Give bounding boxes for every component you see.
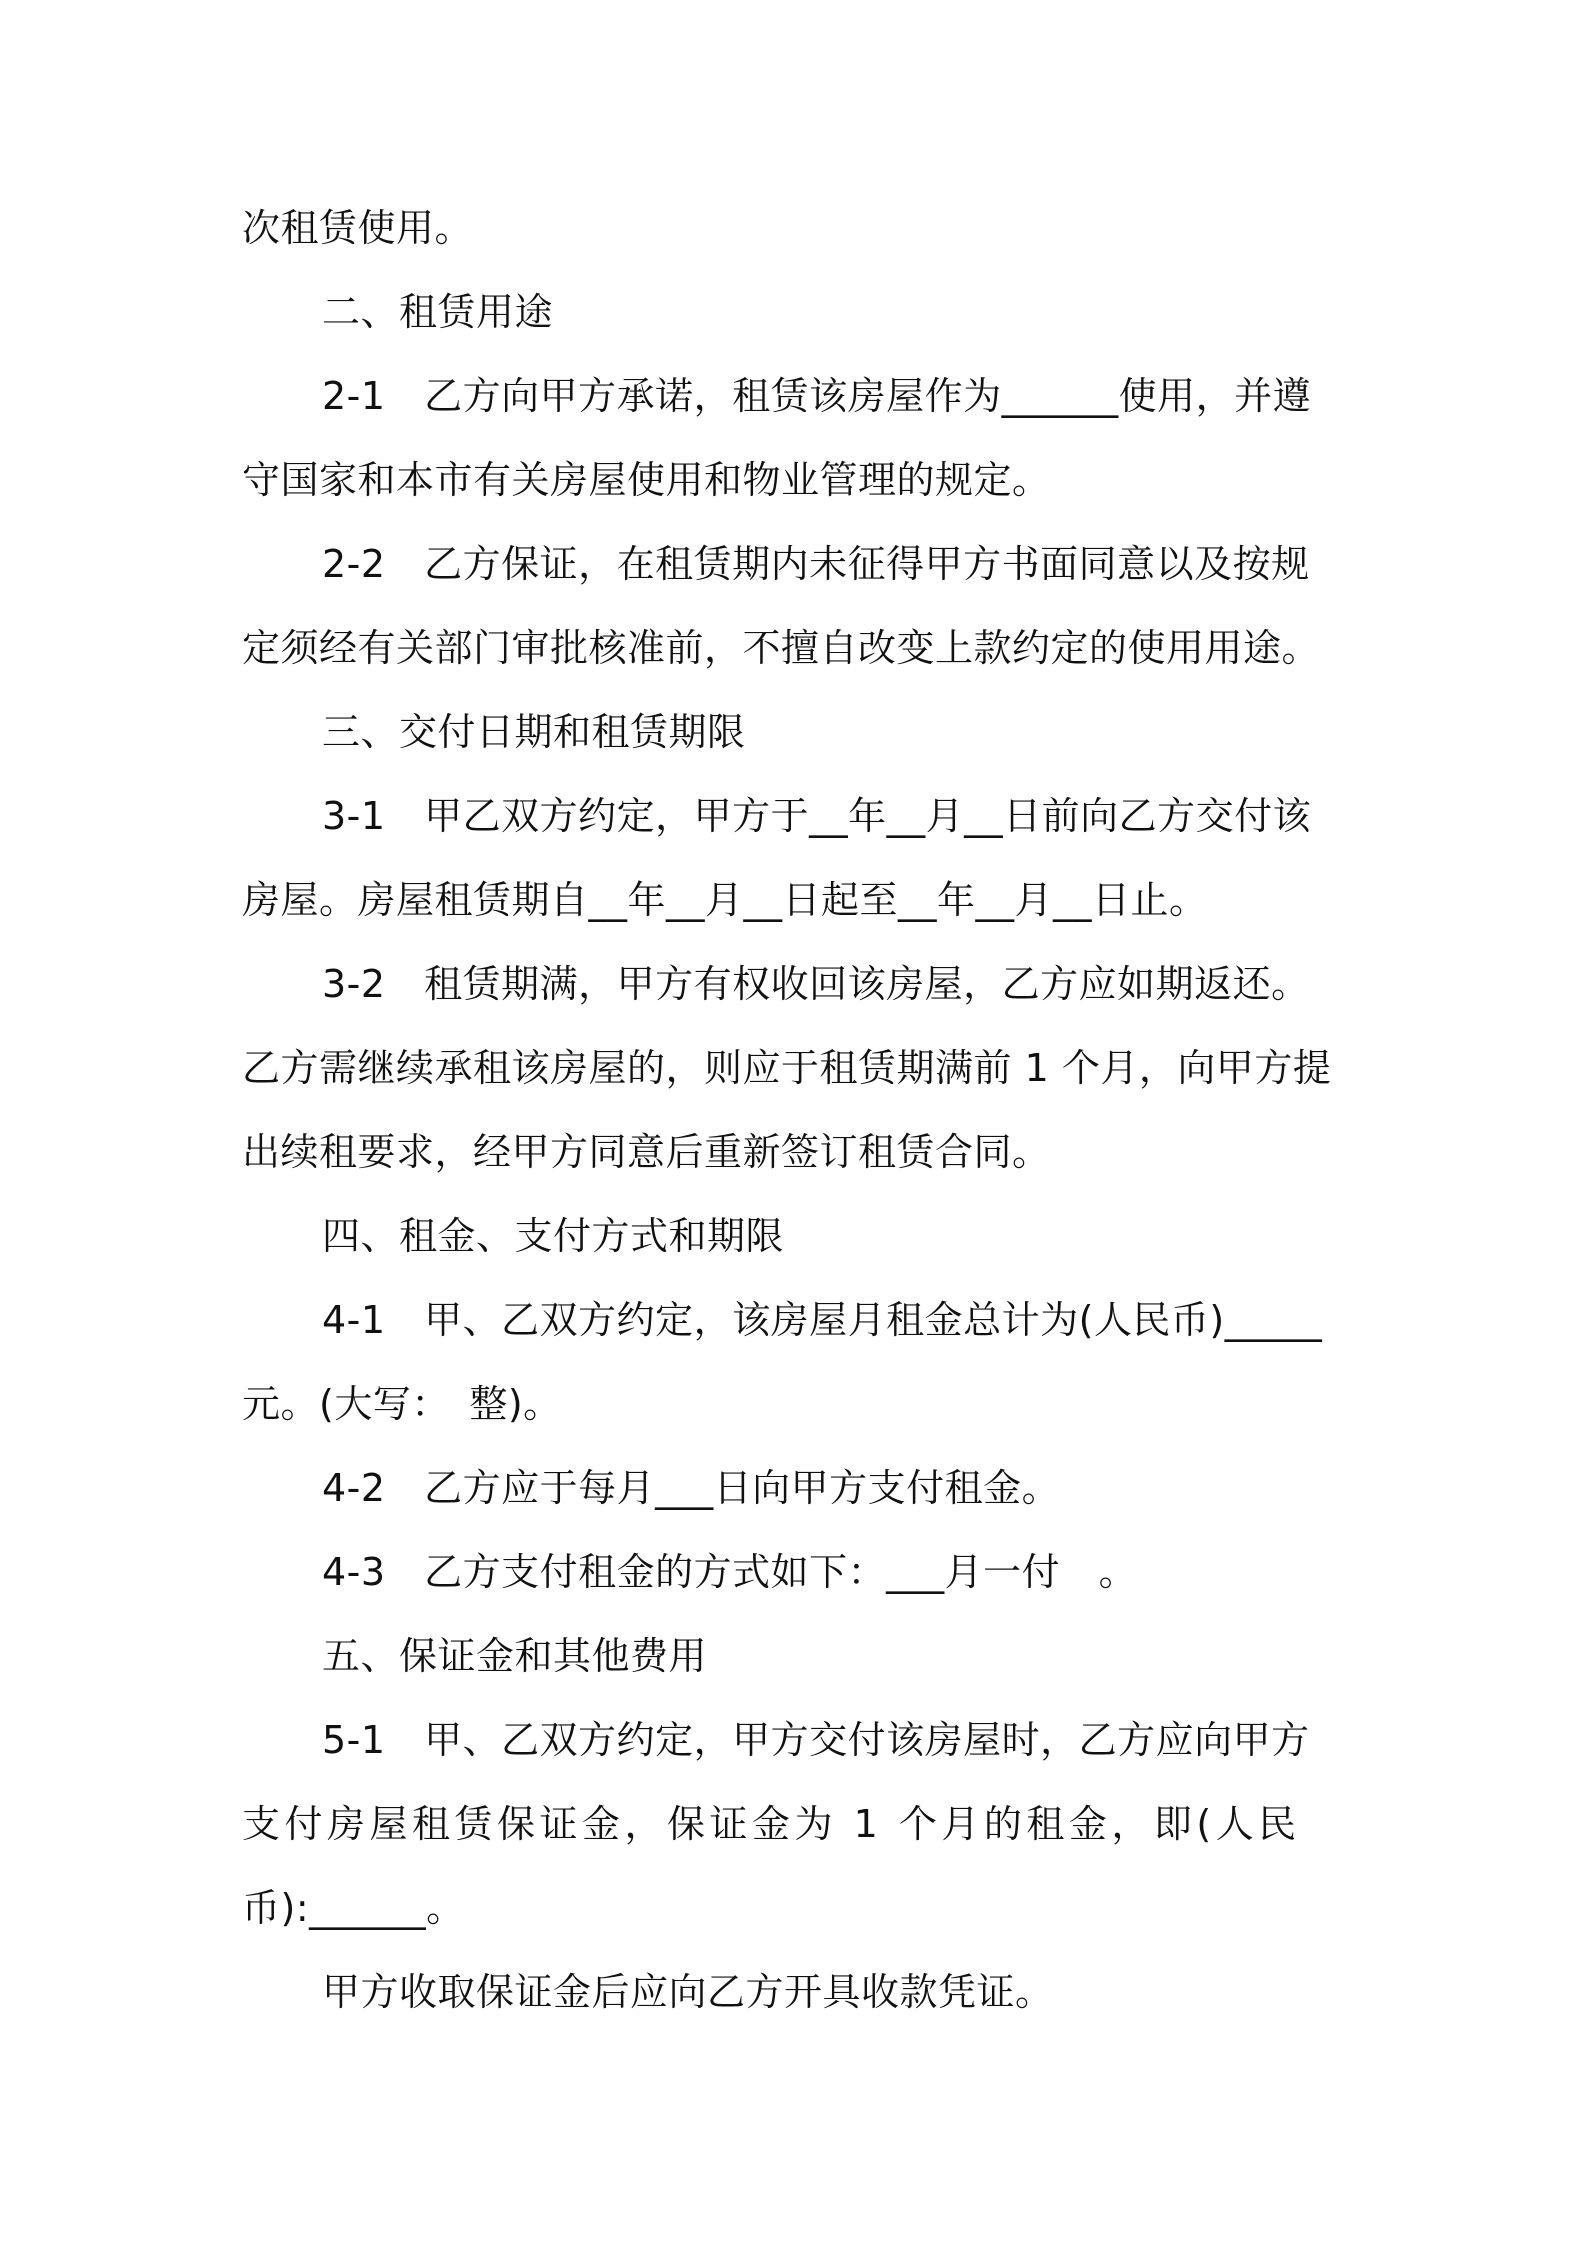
clause-line: 4-1 甲、乙双方约定，该房屋月租金总计为(人民币)_____ [322, 1298, 1323, 1342]
text-line: 定须经有关部门审批核准前，不擅自改变上款约定的使用用途。 [242, 626, 1321, 670]
text-line: 房屋。房屋租赁期自__年__月__日起至__年__月__日止。 [242, 878, 1208, 922]
text-line: 出续租要求，经甲方同意后重新签订租赁合同。 [242, 1130, 1051, 1174]
clause-line: 2-2 乙方保证，在租赁期内未征得甲方书面同意以及按规 [322, 542, 1310, 586]
clause-line: 5-1 甲、乙双方约定，甲方交付该房屋时，乙方应向甲方 [322, 1718, 1310, 1762]
clause-line: 4-2 乙方应于每月___日向甲方支付租金。 [322, 1466, 1061, 1510]
section-heading: 二、租赁用途 [322, 290, 554, 334]
clause-line: 4-3 乙方支付租金的方式如下：___月一付 。 [322, 1550, 1138, 1594]
text-line: 元。(大写： 整)。 [242, 1382, 562, 1426]
section-heading: 五、保证金和其他费用 [322, 1634, 708, 1678]
clause-line: 3-2 租赁期满，甲方有权收回该房屋，乙方应如期返还。 [322, 962, 1310, 1006]
text-line: 支付房屋租赁保证金，保证金为 1 个月的租金，即(人民 [242, 1802, 1301, 1846]
text-line: 次租赁使用。 [242, 206, 474, 250]
section-heading: 三、交付日期和租赁期限 [322, 710, 746, 754]
text-line: 币):______。 [242, 1886, 465, 1930]
text-line: 甲方收取保证金后应向乙方开具收款凭证。 [322, 1970, 1054, 2014]
clause-line: 3-1 甲乙双方约定，甲方于__年__月__日前向乙方交付该 [322, 794, 1312, 838]
text-line: 守国家和本市有关房屋使用和物业管理的规定。 [242, 458, 1051, 502]
section-heading: 四、租金、支付方式和期限 [322, 1214, 785, 1258]
text-line: 乙方需继续承租该房屋的，则应于租赁期满前 1 个月，向甲方提 [242, 1046, 1332, 1090]
clause-line: 2-1 乙方向甲方承诺，租赁该房屋作为______使用，并遵 [322, 374, 1312, 418]
